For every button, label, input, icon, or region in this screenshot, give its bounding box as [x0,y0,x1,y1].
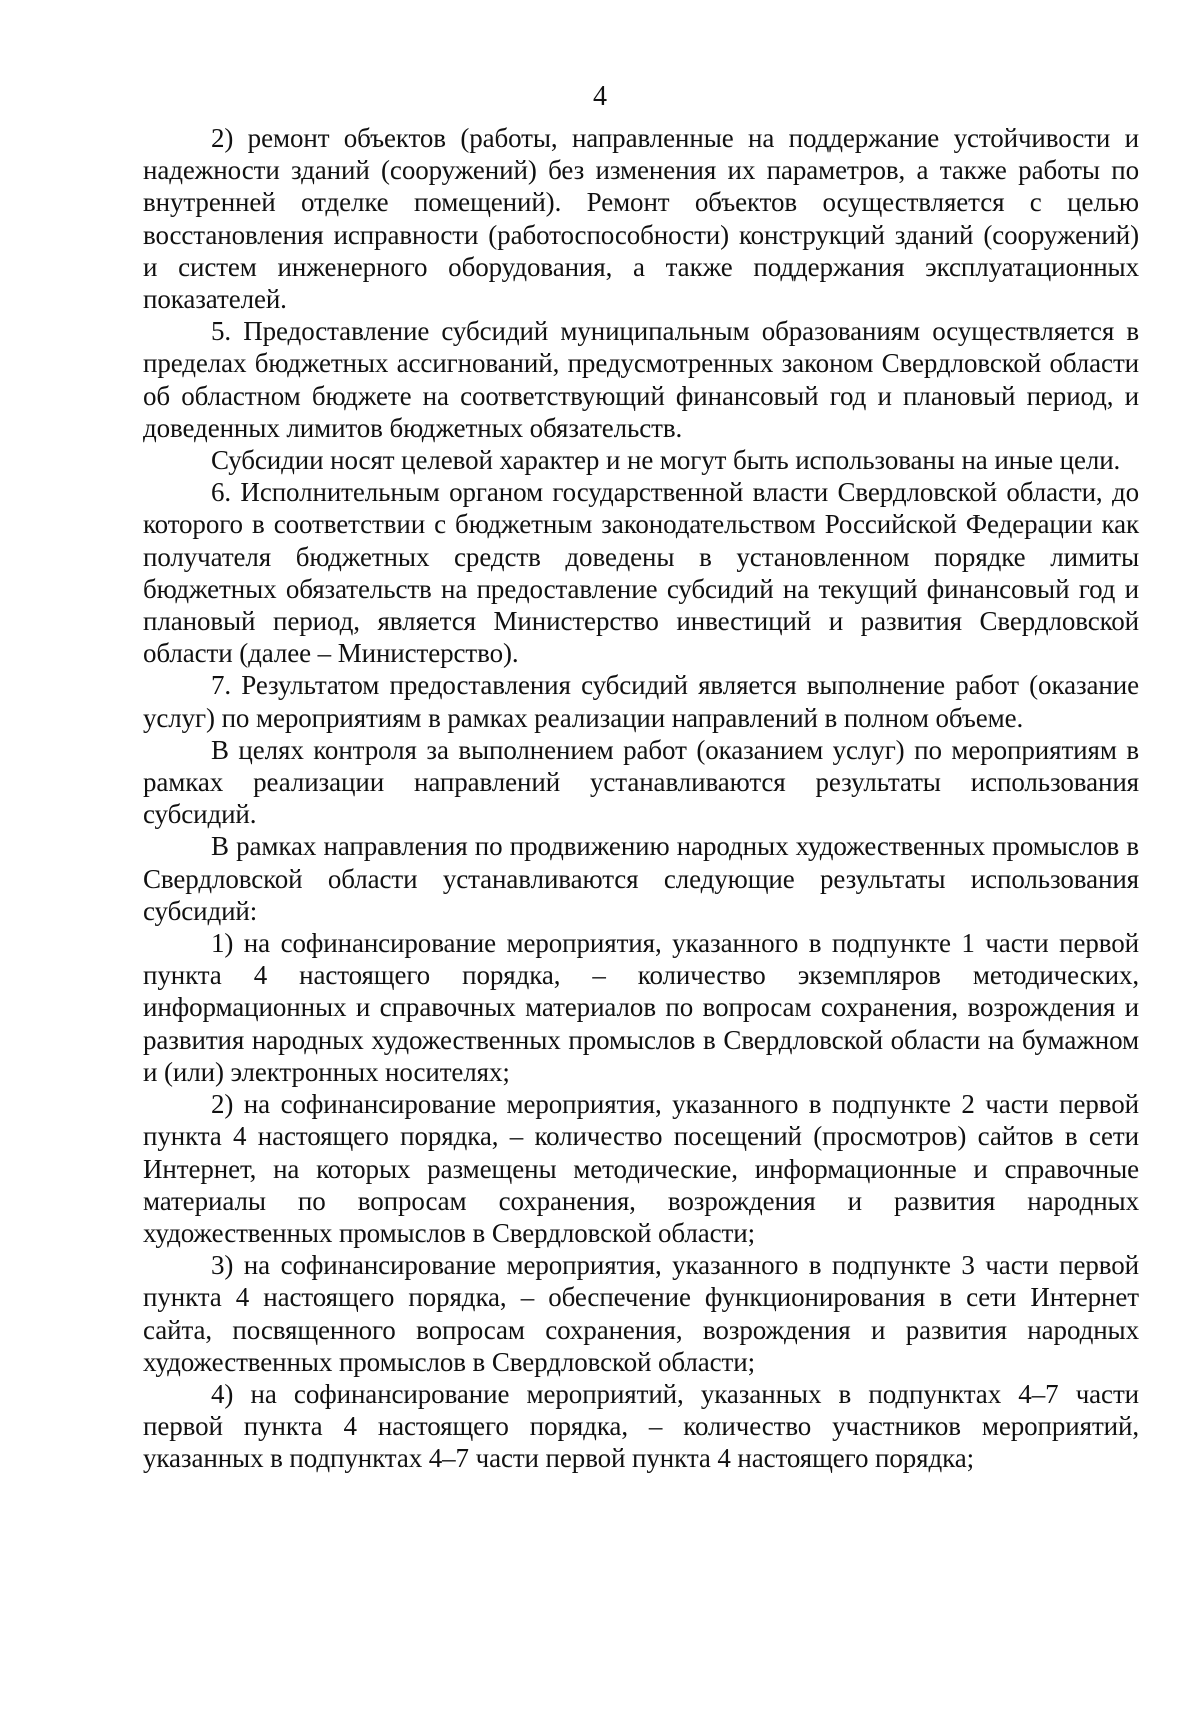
paragraph-control: В целях контроля за выполнением работ (оказанием услуг) по мероприятиям в рамках реализации направлений устанавливаются результаты использования субсидий. [143,734,1139,830]
paragraph-subsidy-purpose: Субсидии носят целевой характер и не могут быть использованы на иные цели. [211,445,1121,476]
paragraph-item-6: 6. Исполнительным органом государственной власти Свердловской области, до которого в соответствии с бюджетным законодательством Российской Федерации как получателя бюджетных средств доведены в установленном порядке лимиты бюджетных обязательств на предоставление субсидий на текущий финансовый год и плановый период, является Министерство инвестиций и развития Свердловской области (далее – Министерство). [143,477,1139,669]
paragraph-result-4: 4) на софинансирование мероприятий, указанных в подпунктах 4–7 части первой пункта 4 настоящего порядка, – количество участников мероприятий, указанных в подпунктах 4–7 части первой пункта 4 настоящего порядка; [143,1378,1139,1474]
paragraph-repair-objects: 2) ремонт объектов (работы, направленные на поддержание устойчивости и надежности зданий (сооружений) без изменения их параметров, а также работы по внутренней отделке помещений). Ремонт объектов осуществляется с целью восстановления исправности (работоспособности) конструкций зданий (сооружений) и систем инженерного оборудования, а также поддержания эксплуатационных показателей. [143,123,1139,315]
paragraph-item-5: 5. Предоставление субсидий муниципальным образованиям осуществляется в пределах бюджетных ассигнований, предусмотренных законом Свердловской области об областном бюджете на соответствующий финансовый год и плановый период, и доведенных лимитов бюджетных обязательств. [143,316,1139,443]
document-body [143,122,1139,1475]
paragraph-result-3: 3) на софинансирование мероприятия, указанного в подпункте 3 части первой пункта 4 настоящего порядка, – обеспечение функционирования в сети Интернет сайта, посвященного вопросам сохранения, возрождения и развития народных художественных промыслов в Свердловской области; [143,1250,1139,1377]
paragraph-result-2: 2) на софинансирование мероприятия, указанного в подпункте 2 части первой пункта 4 настоящего порядка, – количество посещений (просмотров) сайтов в сети Интернет, на которых размещены методические, информационные и справочные материалы по вопросам сохранения, возрождения и развития народных художественных промыслов в Свердловской области; [143,1089,1139,1248]
page-number: 4 [593,81,607,112]
paragraph-item-7: 7. Результатом предоставления субсидий является выполнение работ (оказание услуг) по мероприятиям в рамках реализации направлений в полном объеме. [143,670,1139,733]
paragraph-result-1: 1) на софинансирование мероприятия, указанного в подпункте 1 части первой пункта 4 настоящего порядка, – количество экземпляров методических, информационных и справочных материалов по вопросам сохранения, возрождения и развития народных художественных промыслов в Свердловской области на бумажном и (или) электронных носителях; [143,928,1139,1087]
paragraph-folk-crafts-results: В рамках направления по продвижению народных художественных промыслов в Свердловской области устанавливаются следующие результаты использования субсидий: [143,831,1139,926]
